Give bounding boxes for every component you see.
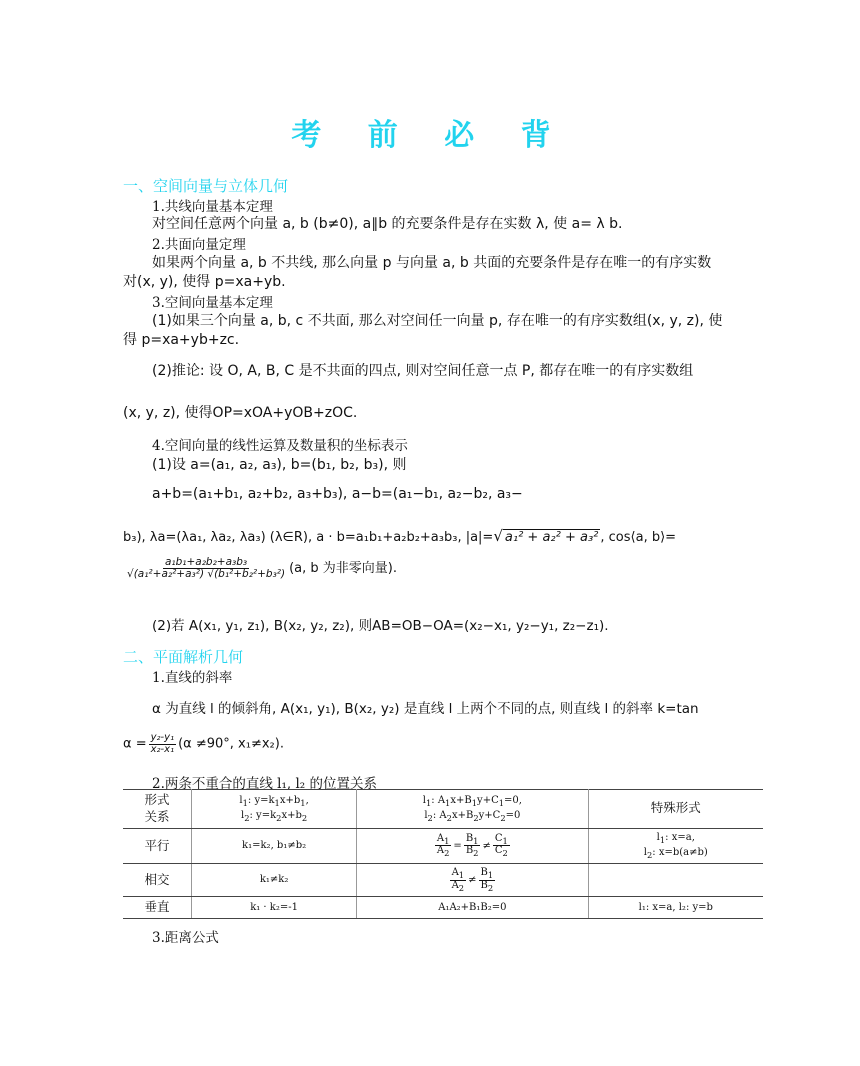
table-row [123,828,763,863]
frac-a: $\frac{A_1}{A_2}$ [436,832,450,859]
s1-body: 对空间任意两个向量 a, b (b≠0), a∥b 的充要条件是存在实数 λ, 使 a= λ b. [152,216,623,232]
frac-b: $\frac{B_1}{B_2}$ [480,866,494,893]
header-rel: 关系 [144,808,170,824]
table-header-cell [123,790,192,829]
s4-body-4: (a, b 为非零向量). [289,561,398,577]
s4-body-3a: b₃), λa=(λa₁, λa₂, λa₃) (λ∈R), a · b=a₁b₁+a₂b₂+a₃b₃, |a|= [123,530,494,545]
s3-body-4: (x, y, z), 使得OP=xOA+yOB+zOC. [123,405,358,421]
frac-b: $\frac{B_1}{B_2}$ [465,832,479,859]
table-row [123,897,763,919]
line-relation-table [123,789,763,919]
s4-title: 4.空间向量的线性运算及数量积的坐标表示 [152,438,408,454]
table-header-cell: $l_1$: $y=k_1x+b_1$, $l_2$: $y=k_2x+b_2$ [192,790,357,829]
cos-fraction [125,557,287,580]
slope-fraction [149,733,176,755]
s2-1-body-2b: (α ≠90°, x₁≠x₂). [178,736,284,752]
table-header-cell [588,790,763,829]
section-heading-2: 二、平面解析几何 [123,648,244,666]
s4-body-5: (2)若 A(x₁, y₁, z₁), B(x₂, y₂, z₂), 则AB=OB−OA=(x₂−x₁, y₂−y₁, z₂−z₁). [152,618,609,634]
table-cell: l₁: x=a, l₂: y=b [588,897,763,919]
table-cell [588,864,763,897]
table-cell: k₁≠k₂ [192,864,357,897]
s3-title: 3.空间向量基本定理 [152,295,273,311]
slope-fraction-den: x₂-x₁ [150,743,175,755]
cos-fraction-den: √(a₁²+a₂²+a₃²) √(b₁²+b₂²+b₃²) [127,568,286,581]
table-cell: k₁ · k₂=-1 [192,897,357,919]
s4-cos-formula [123,557,397,580]
s2-1-body-2 [123,733,284,755]
header-special: 特殊形式 [650,800,701,816]
table-header-row [123,790,763,829]
table-cell: $l_1$: x=a, $l_2$: x=b(a≠b) [588,828,763,863]
s2-title: 2.共面向量定理 [152,237,246,253]
table-row [123,864,763,897]
frac-c: $\frac{C_1}{C_2}$ [494,832,508,859]
s2-body-1: 如果两个向量 a, b 不共线, 那么向量 p 与向量 a, b 共面的充要条件是存在唯一的有序实数 [152,255,712,271]
frac-a: $\frac{A_1}{A_2}$ [451,866,465,893]
table-cell: $\frac{A_1}{A_2}$ = $\frac{B_1}{B_2}$ ≠ $\frac{C_1}{C_2}$ [357,828,588,863]
s2-1-body-2a: α = [123,736,147,752]
s2-2-title: 2.两条不重合的直线 l₁, l₂ 的位置关系 [152,776,378,792]
s4-body-3b: , cos⟨a, b⟩= [600,530,677,545]
sqrt-sign: √ [493,527,503,545]
s4-body-3 [123,527,676,545]
s4-body-2: a+b=(a₁+b₁, a₂+b₂, a₃+b₃), a−b=(a₁−b₁, a₂−b₂, a₃− [152,486,523,502]
s3-body-3: (2)推论: 设 O, A, B, C 是不共面的四点, 则对空间任意一点 P, 都存在唯一的有序实数组 [152,363,694,379]
s3-body-2: 得 p=xa+yb+zc. [123,332,240,348]
row-label: 垂直 [123,897,192,919]
header-form: 形式 [144,792,170,807]
table-cell: k₁=k₂, b₁≠b₂ [192,828,357,863]
s2-body-2: 对(x, y), 使得 p=xa+yb. [123,274,286,290]
row-label: 平行 [123,828,192,863]
cos-fraction-num: a₁b₁+a₂b₂+a₃b₃ [164,556,248,568]
slope-fraction-num: y₂-y₁ [150,732,175,743]
page-title: 考 前 必 背 [291,118,569,153]
s1-title: 1.共线向量基本定理 [152,199,273,215]
s4-body-1: (1)设 a=(a₁, a₂, a₃), b=(b₁, b₂, b₃), 则 [152,457,407,473]
table-header-cell: $l_1$: $A_1x+B_1y+C_1=0$, $l_2$: $A_2x+B_2y+C_2=0$ [357,790,588,829]
s4-sqrt: a₁² + a₂² + a₃² [504,530,599,545]
section-heading-1: 一、空间向量与立体几何 [123,177,289,195]
table-cell: $\frac{A_1}{A_2}$ ≠ $\frac{B_1}{B_2}$ [357,864,588,897]
s2-3-title: 3.距离公式 [152,930,219,946]
row-label: 相交 [123,864,192,897]
s3-body-1: (1)如果三个向量 a, b, c 不共面, 那么对空间任一向量 p, 存在唯一的有序实数组(x, y, z), 使 [152,313,723,329]
s2-1-body-1: α 为直线 l 的倾斜角, A(x₁, y₁), B(x₂, y₂) 是直线 l 上两个不同的点, 则直线 l 的斜率 k=tan [152,701,699,717]
table-cell: A₁A₂+B₁B₂=0 [357,897,588,919]
s2-1-title: 1.直线的斜率 [152,670,233,686]
